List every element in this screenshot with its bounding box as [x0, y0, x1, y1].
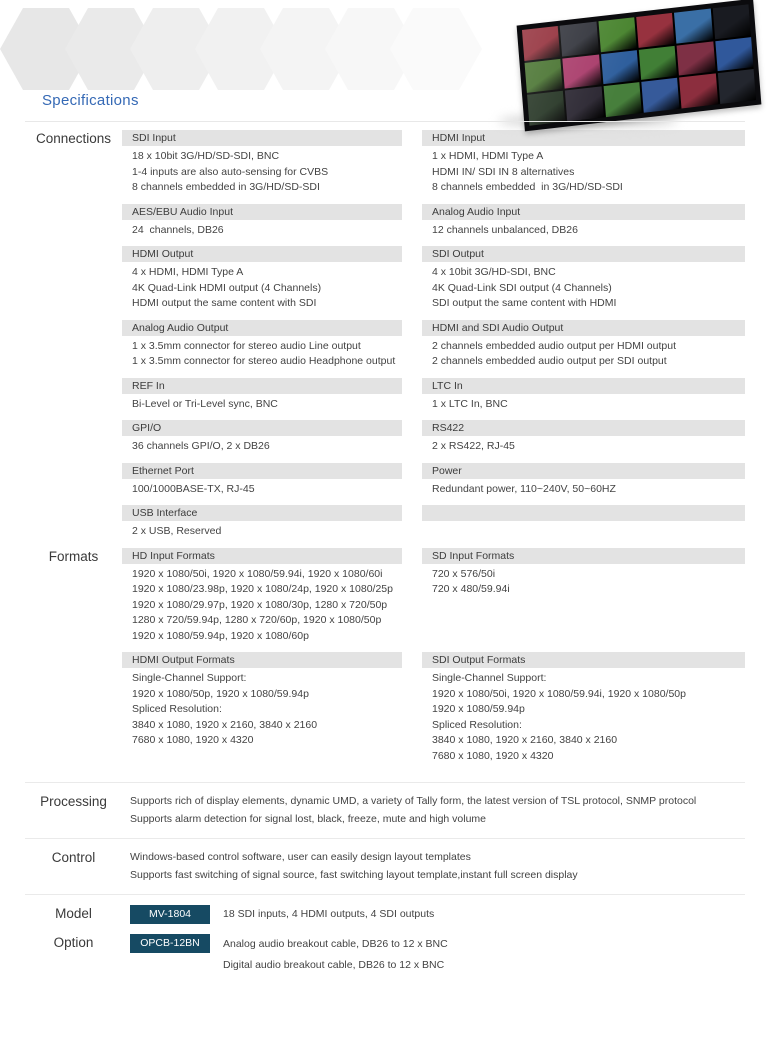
spec-cell-left	[122, 378, 402, 413]
spec-header: SDI Input	[122, 130, 402, 146]
spec-line: 2 channels embedded audio output per SDI output	[432, 355, 667, 367]
spec-line: 36 channels GPI/O, 2 x DB26	[132, 440, 270, 452]
video-tile	[639, 45, 678, 80]
section-divider	[25, 782, 745, 783]
spec-line: SDI output the same content with HDMI	[432, 297, 617, 309]
processing-text	[122, 793, 745, 828]
video-tile	[525, 58, 564, 93]
section-label-processing: Processing	[40, 794, 107, 809]
control-text	[122, 849, 745, 884]
section-divider	[25, 838, 745, 839]
section-option	[25, 934, 745, 976]
spec-line: HDMI IN/ SDI IN 8 alternatives	[432, 165, 575, 178]
spec-line: 4 x HDMI, HDMI Type A	[132, 266, 244, 278]
spec-header: GPI/O	[122, 420, 402, 436]
page-title: Specifications	[42, 92, 139, 109]
spec-header: SDI Output	[422, 246, 745, 262]
spec-line: 1 x 3.5mm connector for stereo audio Headphone output	[132, 355, 396, 367]
video-tile	[718, 69, 757, 104]
spec-row	[122, 463, 745, 498]
spec-header: RS422	[422, 420, 745, 436]
option-description	[210, 934, 448, 976]
section-label-formats: Formats	[48, 548, 99, 564]
section-label-control: Control	[51, 850, 96, 865]
spec-header: LTC In	[422, 378, 745, 394]
spec-line: 1920 x 1080/59.94p	[432, 703, 525, 715]
spec-line: Bi-Level or Tri-Level sync, BNC	[132, 397, 278, 410]
video-tile	[565, 87, 604, 122]
spec-cell-left	[122, 204, 402, 239]
spec-line: 24 channels, DB26	[132, 223, 224, 236]
spec-line: 1280 x 720/59.94p, 1280 x 720/60p, 1920 x 1080/50p	[132, 614, 382, 626]
spec-cell-left	[122, 420, 402, 455]
spec-cell-left	[122, 505, 402, 540]
option-badge: OPCB-12BN	[130, 934, 210, 953]
spec-line: 1 x LTC In, BNC	[432, 397, 508, 410]
spec-line: 7680 x 1080, 1920 x 4320	[432, 749, 554, 762]
spec-line: 7680 x 1080, 1920 x 4320	[132, 734, 254, 746]
section-label-option: Option	[53, 935, 94, 950]
multiviewer-screen	[522, 4, 756, 126]
video-tile	[598, 17, 637, 52]
spec-line: 1920 x 1080/59.94p, 1920 x 1080/60p	[132, 629, 309, 642]
spec-cell-left	[122, 652, 402, 764]
spec-row	[122, 204, 745, 239]
spec-line: 1-4 inputs are also auto-sensing for CVBS	[132, 165, 329, 178]
spec-line: 8 channels embedded in 3G/HD/SD-SDI	[132, 181, 320, 193]
section-model	[25, 905, 745, 924]
video-tile	[603, 82, 642, 117]
spec-line: 2 channels embedded audio output per HDMI output	[432, 339, 676, 352]
spec-line: HDMI output the same content with SDI	[132, 297, 317, 309]
spec-header: Power	[422, 463, 745, 479]
spec-line: 100/1000BASE-TX, RJ-45	[132, 482, 255, 495]
spec-cell-left	[122, 463, 402, 498]
spec-line: 1 x HDMI, HDMI Type A	[432, 150, 544, 162]
spec-row	[122, 652, 745, 764]
spec-line: 4K Quad-Link SDI output (4 Channels)	[432, 281, 612, 294]
spec-cell-left	[122, 320, 402, 370]
hexagon-decoration	[0, 8, 455, 90]
title-divider	[25, 121, 745, 122]
page-header-area	[0, 0, 768, 130]
spec-cell-right	[422, 378, 745, 413]
spec-line: 2 x USB, Reserved	[132, 525, 222, 537]
spec-line: 4K Quad-Link HDMI output (4 Channels)	[132, 281, 322, 294]
model-badge: MV-1804	[130, 905, 210, 924]
spec-line: 1920 x 1080/50i, 1920 x 1080/59.94i, 1920 x 1080/60i	[132, 567, 383, 580]
text-line: Supports rich of display elements, dynamic UMD, a variety of Tally form, the latest version of TSL protocol, SNMP protocol	[130, 795, 697, 807]
video-tile	[679, 74, 718, 109]
spec-line: 1920 x 1080/23.98p, 1920 x 1080/24p, 1920 x 1080/25p	[132, 583, 393, 595]
text-line: Digital audio breakout cable, DB26 to 12 x BNC	[223, 959, 445, 971]
text-line: Windows-based control software, user can easily design layout templates	[130, 851, 471, 863]
section-label-model: Model	[55, 906, 92, 921]
spec-line: 8 channels embedded in 3G/HD/SD-SDI	[432, 181, 623, 193]
section-formats	[25, 548, 745, 773]
spec-header: HDMI Input	[422, 130, 745, 146]
video-tile	[522, 26, 561, 61]
spec-line: 3840 x 1080, 1920 x 2160, 3840 x 2160	[132, 718, 318, 731]
spec-header: Analog Audio Input	[422, 204, 745, 220]
text-line: 18 SDI inputs, 4 HDMI outputs, 4 SDI outputs	[223, 908, 435, 920]
model-description	[210, 905, 434, 924]
spec-cell-right	[422, 548, 745, 645]
spec-header: SD Input Formats	[422, 548, 745, 564]
spec-row	[122, 130, 745, 196]
spec-row	[122, 246, 745, 312]
hexagon-shape	[390, 8, 482, 90]
spec-header: REF In	[122, 378, 402, 394]
spec-header: HDMI Output Formats	[122, 652, 402, 668]
spec-line: 3840 x 1080, 1920 x 2160, 3840 x 2160	[432, 734, 618, 746]
spec-header: HDMI and SDI Audio Output	[422, 320, 745, 336]
video-tile	[560, 22, 599, 57]
spec-row	[122, 420, 745, 455]
text-line: Supports fast switching of signal source, fast switching layout template,instant full screen display	[130, 868, 578, 881]
video-tile	[563, 54, 602, 89]
spec-line: 4 x 10bit 3G/HD-SDI, BNC	[432, 266, 556, 278]
spec-cell-right	[422, 505, 745, 540]
spec-line: 12 channels unbalanced, DB26	[432, 223, 578, 236]
spec-line: 1 x 3.5mm connector for stereo audio Line output	[132, 339, 361, 352]
text-line: Supports alarm detection for signal lost, black, freeze, mute and high volume	[130, 812, 487, 825]
spec-cell-right	[422, 204, 745, 239]
spec-cell-left	[122, 548, 402, 645]
spec-line: 1920 x 1080/50p, 1920 x 1080/59.94p	[132, 687, 309, 700]
video-tile	[677, 41, 716, 76]
section-divider	[25, 894, 745, 895]
spec-row	[122, 378, 745, 413]
spec-line: Single-Channel Support:	[432, 672, 547, 684]
spec-line: Single-Channel Support:	[132, 672, 247, 684]
spec-cell-right	[422, 246, 745, 312]
spec-cell-right	[422, 420, 745, 455]
video-tile	[715, 37, 754, 72]
video-tile	[712, 4, 751, 39]
spec-header: Analog Audio Output	[122, 320, 402, 336]
spec-row	[122, 548, 745, 645]
spec-line: 1920 x 1080/29.97p, 1920 x 1080/30p, 1280 x 720/50p	[132, 598, 388, 611]
spec-line: Spliced Resolution:	[132, 703, 222, 715]
model-row	[122, 905, 745, 924]
spec-line: 1920 x 1080/50i, 1920 x 1080/59.94i, 1920 x 1080/50p	[432, 687, 686, 700]
spec-cell-right	[422, 652, 745, 764]
section-processing	[25, 793, 745, 828]
spec-line: Spliced Resolution:	[432, 718, 522, 731]
text-line: Analog audio breakout cable, DB26 to 12 x BNC	[223, 938, 448, 950]
spec-header: USB Interface	[122, 505, 402, 521]
option-row	[122, 934, 745, 976]
section-label-connections: Connections	[35, 131, 112, 146]
spec-row	[122, 320, 745, 370]
spec-line: 2 x RS422, RJ-45	[432, 440, 515, 452]
product-image	[517, 0, 762, 131]
section-control	[25, 849, 745, 884]
video-tile	[601, 50, 640, 85]
spec-cell-left	[122, 130, 402, 196]
spec-header: Ethernet Port	[122, 463, 402, 479]
spec-cell-left	[122, 246, 402, 312]
video-tile	[674, 9, 713, 44]
video-tile	[636, 13, 675, 48]
spec-header: HD Input Formats	[122, 548, 402, 564]
spec-cell-right	[422, 463, 745, 498]
spec-line: 720 x 480/59.94i	[432, 583, 510, 595]
spec-header: SDI Output Formats	[422, 652, 745, 668]
section-connections	[25, 130, 745, 548]
video-tile	[641, 78, 680, 113]
spec-header	[422, 505, 745, 521]
spec-line: 720 x 576/50i	[432, 567, 496, 580]
connections-table	[122, 130, 745, 548]
spec-cell-right	[422, 130, 745, 196]
spec-header: HDMI Output	[122, 246, 402, 262]
spec-cell-right	[422, 320, 745, 370]
spec-line: 18 x 10bit 3G/HD/SD-SDI, BNC	[132, 150, 280, 162]
spec-line: Redundant power, 110~240V, 50~60HZ	[432, 482, 616, 495]
formats-table	[122, 548, 745, 773]
spec-row	[122, 505, 745, 540]
spec-header: AES/EBU Audio Input	[122, 204, 402, 220]
